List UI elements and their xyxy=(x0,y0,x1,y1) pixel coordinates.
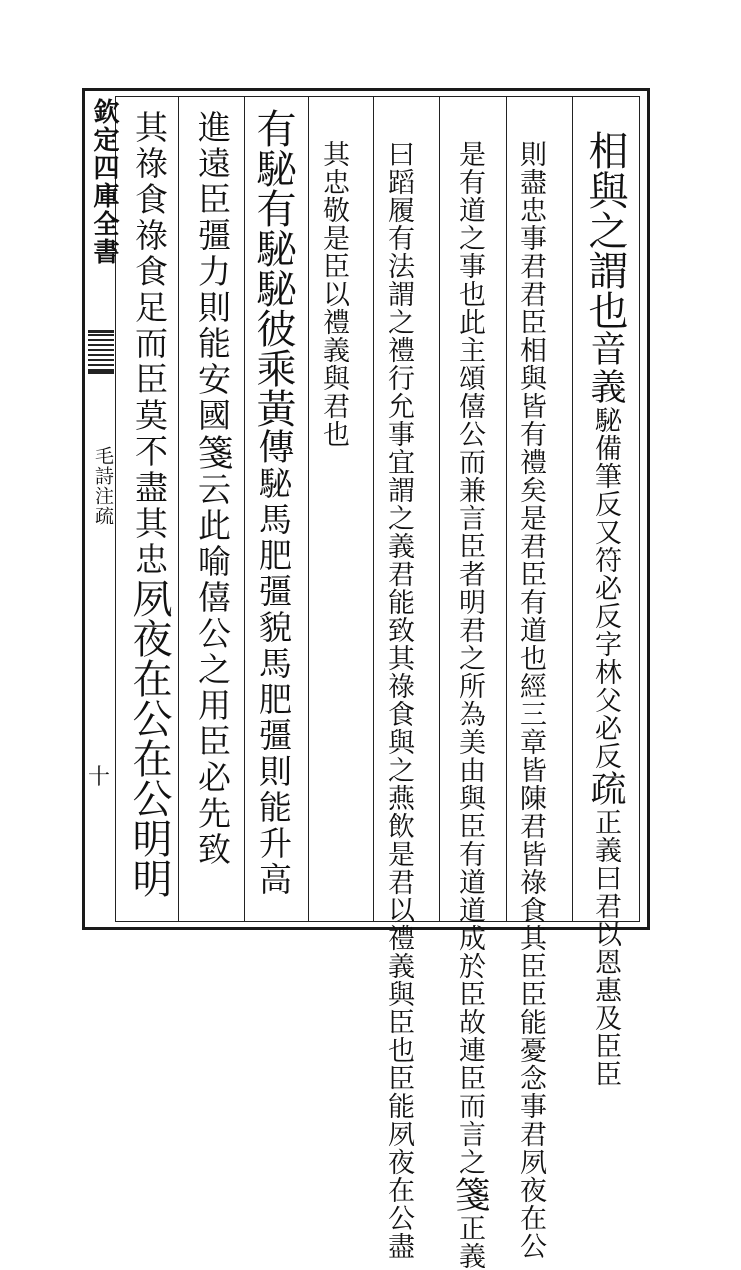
label-jian: 箋 xyxy=(449,1176,490,1214)
column-divider xyxy=(373,96,374,922)
commentary: 是有道之事也此主頌僖公而兼言臣者明君之所為美由與臣有道道成於臣故連臣而言之 xyxy=(454,140,485,1176)
book-title: 毛詩注疏 xyxy=(92,446,114,526)
text-column-7 xyxy=(192,110,233,868)
annotation: 其祿食祿食足而臣莫不盡其忠 xyxy=(130,110,169,578)
text-segment: 相與之謂也 xyxy=(582,130,628,330)
column-divider xyxy=(308,96,309,922)
text-column-2 xyxy=(515,140,546,1260)
text-column-4 xyxy=(383,140,414,1260)
column-divider xyxy=(506,96,507,922)
annotation: 駜馬肥彊貌馬肥彊則能升高 xyxy=(254,466,293,898)
fish-tail-ornament xyxy=(88,330,114,374)
label-zhuan: 傳 xyxy=(253,428,294,466)
commentary: 其忠敬是臣以禮義與君也 xyxy=(318,140,349,448)
text-column-6 xyxy=(250,108,296,898)
edge-title: 欽定四庫全書 xyxy=(89,98,119,266)
page-number: 十 xyxy=(88,765,111,790)
annotation: 進遠臣彊力則能安國 xyxy=(193,110,232,434)
commentary: 正義 xyxy=(454,1214,485,1270)
column-divider xyxy=(178,96,179,922)
poem-line: 夙夜在公在公明明 xyxy=(126,578,172,898)
commentary: 正義曰君以恩惠及臣臣 xyxy=(590,808,621,1088)
annotation: 駜備筆反又符必反字林父必反 xyxy=(590,406,621,770)
commentary: 曰蹈履有法謂之禮行允事宜謂之義君能致其祿食與之燕飲是君以禮義與臣也臣能夙夜在公盡 xyxy=(383,140,414,1260)
label-jian: 箋 xyxy=(192,434,233,472)
text-column-8 xyxy=(126,110,172,898)
column-divider xyxy=(572,96,573,922)
column-divider xyxy=(439,96,440,922)
text-column-1 xyxy=(582,130,628,1088)
column-divider xyxy=(244,96,245,922)
text-column-3 xyxy=(449,140,490,1270)
commentary: 則盡忠事君君臣相與皆有禮矣是君臣有道也經三章皆陳君皆祿食其臣臣能憂念事君夙夜在公 xyxy=(515,140,546,1260)
label-yinyi: 音義 xyxy=(585,330,626,406)
text-column-5 xyxy=(320,140,347,448)
label-shu: 疏 xyxy=(585,770,626,808)
poem-line: 有駜有駜駜彼乘黃 xyxy=(250,108,296,428)
annotation: 云此喻僖公之用臣必先致 xyxy=(193,472,232,868)
